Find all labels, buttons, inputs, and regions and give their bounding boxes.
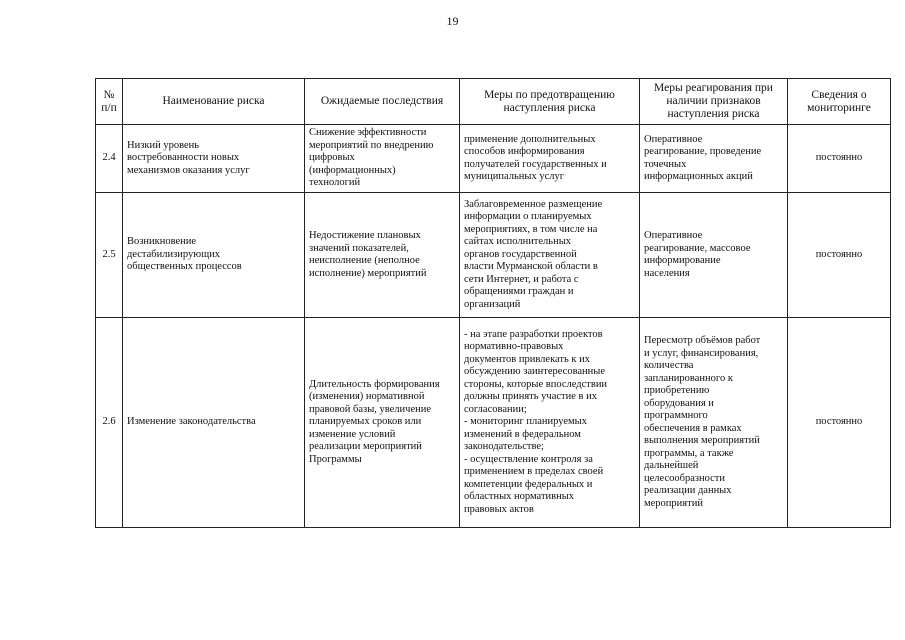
row-num: 2.6 xyxy=(96,318,123,528)
row-prevention: применение дополнительных способов информирования получателей государственных и муниципальных услуг xyxy=(460,125,640,193)
table-row xyxy=(96,193,891,318)
row-consequences: Снижение эффективности мероприятий по внедрению цифровых (информационных) технологий xyxy=(305,125,460,193)
row-risk-name: Низкий уровень востребованности новых механизмов оказания услуг xyxy=(123,125,305,193)
row-risk-name: Возникновение дестабилизирующих общественных процессов xyxy=(123,193,305,318)
header-risk-name: Наименование риска xyxy=(123,79,305,125)
row-prevention: - на этапе разработки проектов нормативно-правовых документов привлекать к их обсуждению заинтересованные стороны, которые впоследствии должны принять участие в их согласовании; - мониторинг планируемых изменений в федеральном законодательстве; - осуществление контроля за применением в пределах своей компетенции федеральных и областных нормативных правовых актов xyxy=(460,318,640,528)
header-num: № п/п xyxy=(96,79,123,125)
row-monitoring: постоянно xyxy=(788,193,891,318)
header-prevention: Меры по предотвращению наступления риска xyxy=(460,79,640,125)
row-response: Пересмотр объёмов работ и услуг, финансирования, количества запланированного к приобретению оборудования и программного обеспечения в рамках выполнения мероприятий программы, а также дальнейшей целесообразности реализации данных мероприятий xyxy=(640,318,788,528)
row-monitoring: постоянно xyxy=(788,318,891,528)
row-response: Оперативное реагирование, массовое информирование населения xyxy=(640,193,788,318)
row-num: 2.4 xyxy=(96,125,123,193)
table-row xyxy=(96,318,891,528)
row-monitoring: постоянно xyxy=(788,125,891,193)
row-risk-name: Изменение законодательства xyxy=(123,318,305,528)
page-number: 19 xyxy=(446,14,459,28)
header-monitoring: Сведения о мониторинге xyxy=(788,79,891,125)
row-consequences: Длительность формирования (изменения) нормативной правовой базы, увеличение планируемых сроков или изменение условий реализации мероприятий Программы xyxy=(305,318,460,528)
row-response: Оперативное реагирование, проведение точечных информационных акций xyxy=(640,125,788,193)
header-response: Меры реагирования при наличии признаков наступления риска xyxy=(640,79,788,125)
row-consequences: Недостижение плановых значений показателей, неисполнение (неполное исполнение) мероприятий xyxy=(305,193,460,318)
risk-table xyxy=(95,78,891,528)
row-num: 2.5 xyxy=(96,193,123,318)
table-header-row xyxy=(96,79,891,125)
row-prevention: Заблаговременное размещение информации о планируемых мероприятиях, в том числе на сайтах исполнительных органов государственной власти Мурманской области в сети Интернет, и работа с обращениями граждан и организаций xyxy=(460,193,640,318)
header-consequences: Ожидаемые последствия xyxy=(305,79,460,125)
table-row xyxy=(96,125,891,193)
